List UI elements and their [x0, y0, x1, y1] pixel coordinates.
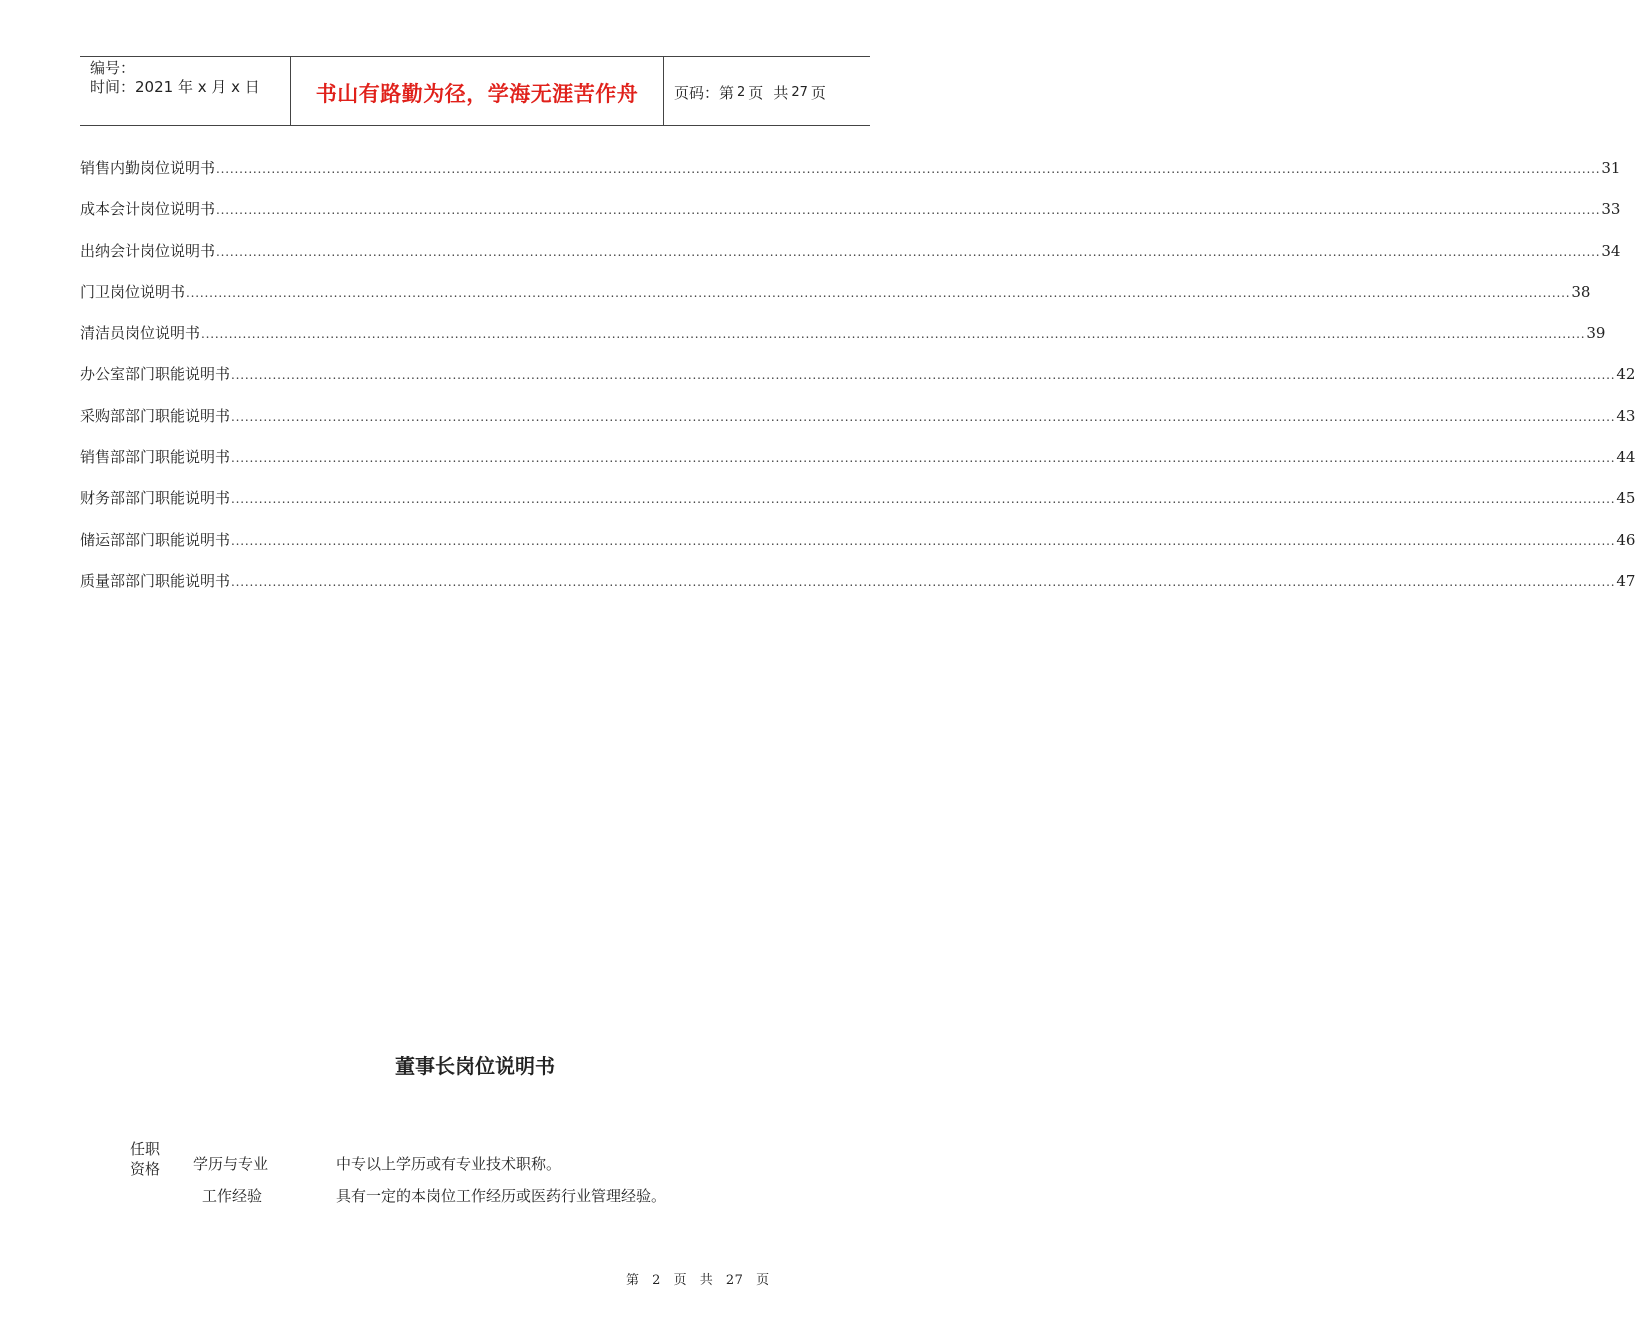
section-title: 董事长岗位说明书 [395, 1054, 555, 1078]
toc-dot-leader: ............................................................................................................................................................................................................................................................................................................ [216, 203, 1601, 218]
toc-entry-page: 45 [1616, 489, 1635, 508]
footer-total-prefix: 共 [699, 1273, 714, 1288]
toc-entry-title: 清洁员岗位说明书 [80, 324, 201, 343]
toc-dot-leader: ............................................................................................................................................................................................................................................................................................................ [201, 327, 1586, 342]
experience-label: 工作经验 [202, 1187, 263, 1205]
toc-entry[interactable] [80, 487, 1635, 528]
toc-dot-leader: ............................................................................................................................................................................................................................................................................................................ [231, 492, 1616, 507]
footer-total-unit: 页 [756, 1273, 770, 1288]
toc-entry-title: 成本会计岗位说明书 [80, 200, 216, 219]
table-of-contents [80, 157, 1635, 611]
toc-entry-title: 质量部部门职能说明书 [80, 571, 231, 590]
footer-prefix: 第 [626, 1273, 640, 1288]
toc-entry-page: 39 [1586, 324, 1606, 343]
toc-entry-title: 出纳会计岗位说明书 [80, 241, 216, 260]
toc-entry[interactable] [80, 529, 1635, 570]
toc-entry-title: 销售内勤岗位说明书 [80, 159, 216, 177]
footer-total: 27 [725, 1273, 744, 1288]
toc-entry-page: 34 [1601, 241, 1621, 260]
toc-entry[interactable] [80, 322, 1606, 363]
toc-entry[interactable] [80, 363, 1635, 404]
toc-entry[interactable] [80, 198, 1621, 239]
toc-entry-page: 46 [1616, 530, 1635, 549]
toc-entry-page: 31 [1601, 159, 1621, 177]
page-total-unit: 页 [810, 83, 826, 102]
toc-dot-leader: ............................................................................................................................................................................................................................................................................................................ [216, 244, 1601, 259]
page-current: 2 [737, 84, 746, 100]
toc-dot-leader: ............................................................................................................................................................................................................................................................................................................ [186, 285, 1571, 300]
page-footer [626, 1269, 770, 1288]
toc-entry[interactable] [80, 446, 1635, 487]
toc-dot-leader: ............................................................................................................................................................................................................................................................................................................ [231, 451, 1616, 466]
toc-entry[interactable] [80, 405, 1635, 446]
document-number-label: 编号： [90, 59, 136, 77]
toc-entry-title: 采购部部门职能说明书 [80, 406, 231, 425]
header-page-info [664, 57, 870, 125]
page-total-label: 共 [773, 83, 789, 102]
page-unit: 页 [748, 83, 764, 102]
document-time-label: 时间：2021 年 x 月 x 日 [90, 78, 260, 96]
toc-entry-title: 门卫岗位说明书 [80, 282, 186, 301]
page-label: 页码：第 [674, 83, 735, 102]
toc-entry-title: 储运部部门职能说明书 [80, 530, 231, 549]
header-meta [80, 57, 291, 125]
education-label: 学历与专业 [193, 1155, 269, 1173]
toc-entry-page: 42 [1616, 365, 1635, 384]
toc-entry-page: 33 [1601, 200, 1621, 219]
toc-entry[interactable] [80, 240, 1621, 281]
qualification-group-label-line1: 任职 [129, 1140, 160, 1158]
toc-entry-page: 38 [1571, 282, 1591, 301]
toc-entry[interactable] [80, 281, 1591, 322]
toc-entry-page: 47 [1616, 571, 1635, 590]
page-total: 27 [791, 84, 808, 100]
toc-dot-leader: ............................................................................................................................................................................................................................................................................................................ [231, 533, 1616, 548]
toc-dot-leader: ............................................................................................................................................................................................................................................................................................................ [231, 409, 1616, 424]
toc-entry-title: 销售部部门职能说明书 [80, 448, 231, 467]
toc-dot-leader: ............................................................................................................................................................................................................................................................................................................ [231, 574, 1616, 589]
education-value: 中专以上学历或有专业技术职称。 [336, 1155, 562, 1173]
header-motto: 书山有路勤为径，学海无涯苦作舟 [291, 57, 664, 125]
qualification-group-label-line2: 资格 [129, 1160, 160, 1178]
toc-entry[interactable] [80, 570, 1635, 611]
toc-entry-page: 43 [1616, 406, 1635, 425]
toc-entry[interactable] [80, 157, 1621, 198]
toc-dot-leader: ............................................................................................................................................................................................................................................................................................................ [231, 368, 1616, 383]
toc-dot-leader: ............................................................................................................................................................................................................................................................................................................ [216, 162, 1601, 176]
toc-entry-title: 办公室部门职能说明书 [80, 365, 231, 384]
toc-entry-page: 44 [1616, 448, 1635, 467]
footer-page: 2 [652, 1273, 661, 1288]
qualification-group-label [128, 1139, 162, 1179]
page-header [80, 56, 870, 126]
experience-value: 具有一定的本岗位工作经历或医药行业管理经验。 [336, 1187, 667, 1205]
toc-entry-title: 财务部部门职能说明书 [80, 489, 231, 508]
footer-page-unit: 页 [673, 1273, 688, 1288]
